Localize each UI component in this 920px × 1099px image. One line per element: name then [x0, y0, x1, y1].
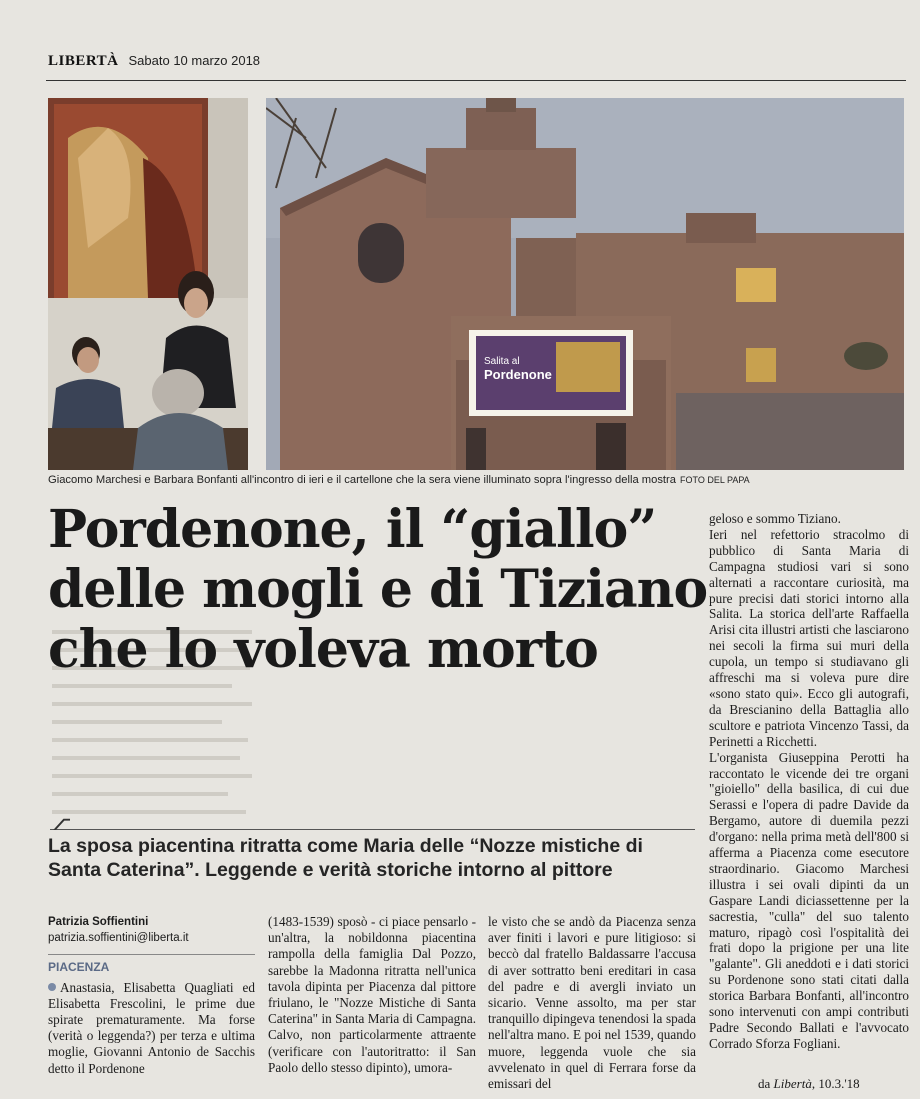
right-paragraph-2: Ieri nel refettorio stracolmo di pubblico di Santa Maria di Campagna studiosi vari si sono alternati a raccontare curiosità, ma pure precisi dati storici intorno alla Salita. La storica dell'arte Raffaella Arisi cita illustri artisti che lasciarono nei secoli la firma sui muri della cupola, un tempo si studiavano gli affreschi ma si voleva pure dire «sono stato qui». Ecco gli autografi, da Brescianino della Battaglia allo scultore e patriota Vincenzo Tassi, da Perinetti a Ricchetti. — [709, 526, 909, 749]
column-1 — [48, 914, 255, 1077]
caption-text: Giacomo Marchesi e Barbara Bonfanti all'incontro di ieri e il cartellone che la sera viene illuminato sopra l'ingresso della mostra — [48, 474, 676, 486]
headline-line-2: delle mogli e di Tiziano — [48, 559, 708, 620]
masthead-date: Sabato 10 marzo 2018 — [128, 53, 261, 68]
top-rule — [46, 80, 906, 81]
column-right — [709, 511, 909, 1052]
photo-church-illustration — [266, 98, 904, 470]
billboard-text: Salita al — [484, 356, 520, 367]
photo-church — [266, 98, 904, 470]
subhead: La sposa piacentina ritratta come Maria delle “Nozze mistiche di Santa Caterina”. Leggende e verità storiche intorno al pittore — [48, 835, 643, 881]
right-paragraph-3: L'organista Giuseppina Perotti ha raccontato le vicende dei tre organi "gioiello" della basilica, di cui due Serassi e l'opera di padre Davide da Bergamo, autore di duemila pezzi d'organo: nella prima metà dell'800 si afferma a Piacenza come esecutore straordinario. Giacomo Marchesi illustra i sei ovali dipinti da un Gaspare Landi diciassettenne per la sacrestia, "culla" del suo talento maturo, ripagò così l'ospitalità dei frati dopo la prigione per una lite "galante". Gli aneddoti e i dati storici su Pordenone sono stati citati dalla storica Barbara Bonfanti, all'incontro sono intervenuti con ampi contributi Padre Secondo Ballati e l'avvocato Corrado Sforza Fogliani. — [709, 749, 909, 1051]
source-name: Libertà — [773, 1076, 812, 1091]
column-3 — [488, 914, 696, 1092]
author-email: patrizia.soffientini@liberta.it — [48, 932, 189, 945]
photo-speakers — [48, 98, 248, 470]
headline — [48, 500, 708, 680]
headline-line-3: che lo voleva morto — [48, 619, 598, 680]
subhead-marker-icon — [50, 812, 70, 830]
photo-credit: FOTO DEL PAPA — [679, 475, 750, 485]
source-note — [758, 1076, 860, 1092]
column-1-body: Anastasia, Elisabetta Quagliati ed Elisabetta Frescolini, le prime due spirate prematuramente. Ma forse (verità o leggenda?) per terza e ultima moglie, Giovanni Antonio de Sacchis detto il Pordenone — [48, 979, 255, 1076]
subhead-rule — [50, 829, 695, 830]
right-paragraph-1: geloso e sommo Tiziano. — [709, 511, 841, 526]
headline-line-1: Pordenone, il “giallo” — [48, 499, 657, 560]
photo-caption — [48, 474, 908, 492]
photo-speakers-illustration — [48, 98, 248, 470]
author-name: Patrizia Soffientini — [48, 916, 149, 928]
column-3-body: le visto che se andò da Piacenza senza aver finiti i lavori e pure litigioso: si beccò dal fratello Baldassarre l'accusa di aver sottratto beni ereditari in casa del padre e di avergli inviato un sicario. Venne assolto, ma per star tranquillo dipingeva tenendosi la spada nell'altra mano. E poi nel 1539, quando muore, leggenda vuole che sia avvelenato in quel di Ferrara forse da emissari del — [488, 914, 696, 1092]
svg-text:Pordenone: Pordenone — [484, 367, 552, 382]
column-2-body: (1483-1539) sposò - ci piace pensarlo - un'altra, la nobildonna piacentina rampolla della famiglia Dal Pozzo, sarebbe la Madonna ritratta nell'unica tavola dipinta per Piacenza dal pittore friulano, le "Nozze Mistiche di Santa Caterina" in Santa Maria di Campagna. Calvo, non particolarmente attraente (verificare con l'autoritratto: il San Paolo dello stesso dipinto), umora- — [268, 914, 476, 1075]
column-2 — [268, 914, 476, 1076]
column-1-text — [48, 980, 255, 1077]
masthead — [48, 52, 904, 76]
source-prefix: da — [758, 1076, 774, 1091]
masthead-brand: LIBERTÀ — [48, 53, 119, 69]
bullet-dot-icon — [48, 983, 56, 991]
source-date: , 10.3.'18 — [811, 1076, 860, 1091]
city-label: PIACENZA — [48, 954, 255, 975]
